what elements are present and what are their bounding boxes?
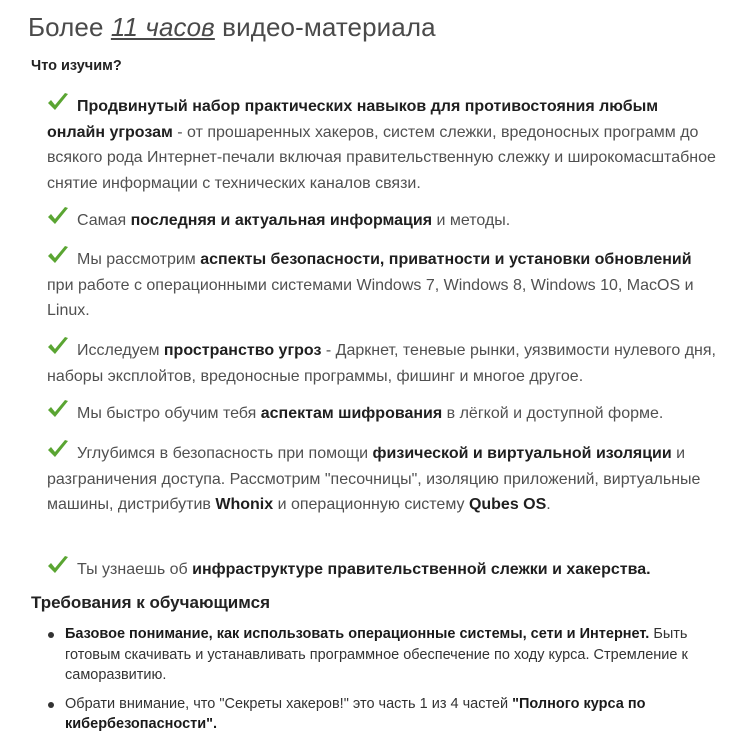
requirement-item	[48, 694, 738, 735]
learn-item	[47, 555, 717, 583]
item-text: .	[546, 496, 551, 513]
item-text: Исследуем	[77, 342, 164, 359]
checkmark-icon	[47, 555, 69, 575]
requirement-text: Быть готовым скачивать и устанавливать программное обеспечение по ходу курса. Стремление к саморазвитию.	[65, 626, 688, 683]
bullet-icon	[48, 632, 54, 638]
item-highlight: аспекты безопасности, приватности и установки обновлений	[200, 251, 692, 268]
item-text: Ты узнаешь об	[77, 561, 193, 578]
checkmark-icon	[47, 92, 69, 112]
checkmark-icon	[47, 439, 69, 459]
item-text: в лёгкой и доступной форме.	[442, 405, 664, 422]
item-text: Углубимся в безопасность при помощи	[77, 445, 373, 462]
checkmark-icon	[47, 399, 69, 419]
requirement-text: Обрати внимание, что "Секреты хакеров!" это часть 1 из 4 частей	[65, 695, 513, 712]
item-text: Мы рассмотрим	[77, 251, 201, 268]
requirements-heading: Требования к обучающимся	[31, 593, 270, 612]
requirements-list	[48, 624, 738, 743]
item-highlight: физической и виртуальной изоляции	[372, 445, 672, 462]
item-highlight: Qubes OS	[468, 496, 547, 513]
learn-item	[47, 399, 717, 427]
item-text: и операционную систему	[273, 496, 469, 513]
learn-heading: Что изучим?	[31, 58, 122, 74]
item-text: и методы.	[432, 212, 511, 229]
bullet-icon	[48, 702, 54, 708]
page-title	[28, 12, 436, 43]
item-text: Самая	[77, 212, 131, 229]
checkmark-icon	[47, 336, 69, 356]
item-highlight: последняя и актуальная информация	[130, 212, 433, 229]
item-text: и разграничения доступа. Рассмотрим "песочницы", изоляцию приложений, виртуальные машины, дистрибутив	[47, 445, 701, 513]
learn-item	[47, 439, 717, 518]
item-text: - Даркнет, теневые рынки, уязвимости нулевого дня, наборы эксплойтов, вредоносные программы, фишинг и многое другое.	[47, 342, 716, 385]
item-highlight: инфраструктуре правительственной слежки и хакерства.	[192, 561, 651, 578]
learn-item	[47, 92, 717, 196]
item-highlight: пространство угроз	[163, 342, 322, 359]
title-text: Более	[28, 12, 111, 42]
requirement-highlight: "Полного курса по кибербезопасности".	[65, 695, 646, 732]
requirement-item	[48, 624, 738, 686]
item-text: - от прошаренных хакеров, систем слежки, вредоносных программ до всякого рода Интернет-печали включая правительственную слежку и широкомасштабное снятие информации с технических каналов связи.	[47, 123, 716, 192]
requirement-highlight: Базовое понимание, как использовать операционные системы, сети и Интернет.	[65, 626, 650, 642]
learn-item	[47, 245, 717, 324]
checkmark-icon	[47, 245, 69, 265]
title-text: видео-материала	[214, 12, 436, 42]
title-emphasis: 11 часов	[110, 12, 215, 42]
item-text: Мы быстро обучим тебя	[77, 405, 261, 422]
item-highlight: Whonix	[215, 496, 274, 513]
item-highlight: Продвинутый набор практических навыков для противостояния любым онлайн угрозам	[47, 98, 659, 141]
item-text: при работе с операционными системами Windows 7, Windows 8, Windows 10, MacOS и Linux.	[47, 276, 694, 319]
checkmark-icon	[47, 206, 69, 226]
learn-item	[47, 336, 717, 389]
learn-item	[47, 206, 717, 234]
item-highlight: аспектам шифрования	[260, 405, 443, 422]
